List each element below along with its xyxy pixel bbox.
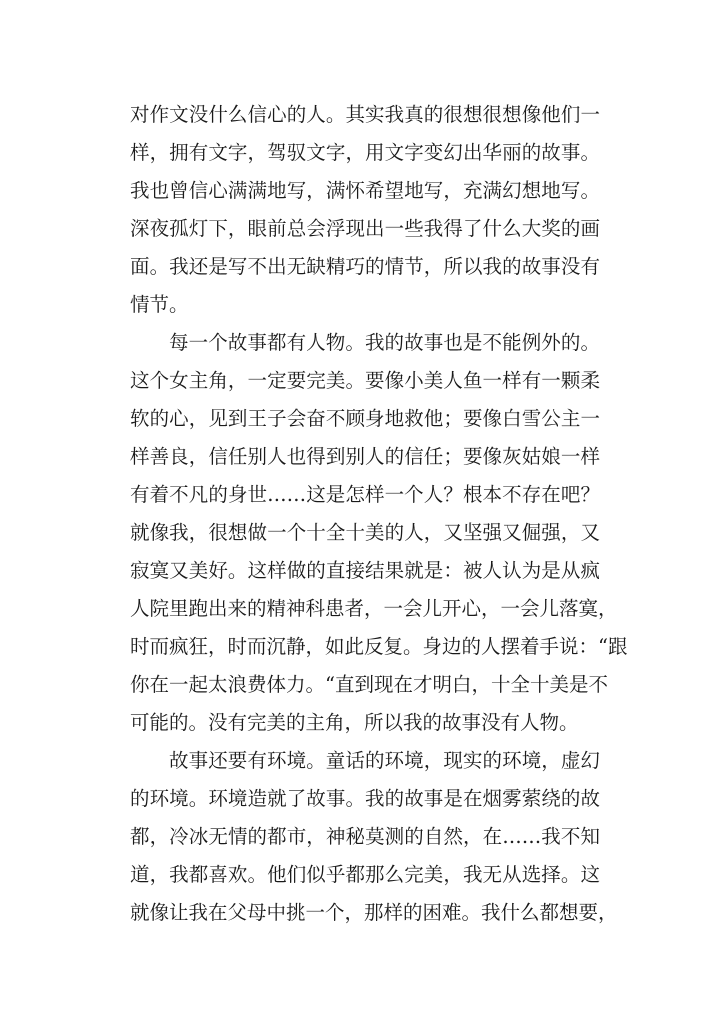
- text-line: 这个女主角，一定要完美。要像小美人鱼一样有一颗柔: [130, 369, 600, 392]
- body-text: [130, 96, 628, 932]
- text-line: 道，我都喜欢。他们似乎都那么完美，我无从选择。这: [130, 863, 600, 886]
- text-line: 就像我，很想做一个十全十美的人，又坚强又倔强，又: [130, 521, 600, 544]
- text-line: 情节。: [130, 293, 189, 316]
- text-line: 时而疯狂，时而沉静，如此反复。身边的人摆着手说：“跟: [130, 635, 628, 658]
- text-line: 你在一起太浪费体力。“直到现在才明白，十全十美是不: [130, 673, 608, 696]
- text-line: 样善良，信任别人也得到别人的信任；要像灰姑娘一样: [130, 445, 600, 468]
- text-line: 都，冷冰无情的都市，神秘莫测的自然，在……我不知: [130, 825, 600, 848]
- text-line: 软的心，见到王子会奋不顾身地救他；要像白雪公主一: [130, 407, 600, 430]
- text-line: 故事还要有环境。童话的环境，现实的环境，虚幻: [169, 749, 600, 772]
- text-line: 寂寞又美好。这样做的直接结果就是：被人认为是从疯: [130, 559, 600, 582]
- text-line: 有着不凡的身世……这是怎样一个人？根本不存在吧？: [130, 483, 600, 506]
- text-line: 面。我还是写不出无缺精巧的情节，所以我的故事没有: [130, 255, 600, 278]
- text-line: 样，拥有文字，驾驭文字，用文字变幻出华丽的故事。: [130, 141, 600, 164]
- text-line: 人院里跑出来的精神科患者，一会儿开心，一会儿落寞，: [130, 597, 618, 620]
- text-line: 的环境。环境造就了故事。我的故事是在烟雾萦绕的故: [130, 787, 600, 810]
- text-line: 就像让我在父母中挑一个，那样的困难。我什么都想要，: [130, 901, 618, 924]
- text-line: 深夜孤灯下，眼前总会浮现出一些我得了什么大奖的画: [130, 217, 600, 240]
- text-line: 我也曾信心满满地写，满怀希望地写，充满幻想地写。: [130, 179, 600, 202]
- text-line: 可能的。没有完美的主角，所以我的故事没有人物。: [130, 711, 579, 734]
- text-line: 每一个故事都有人物。我的故事也是不能例外的。: [169, 331, 600, 354]
- text-line: 对作文没什么信心的人。其实我真的很想很想像他们一: [130, 103, 600, 126]
